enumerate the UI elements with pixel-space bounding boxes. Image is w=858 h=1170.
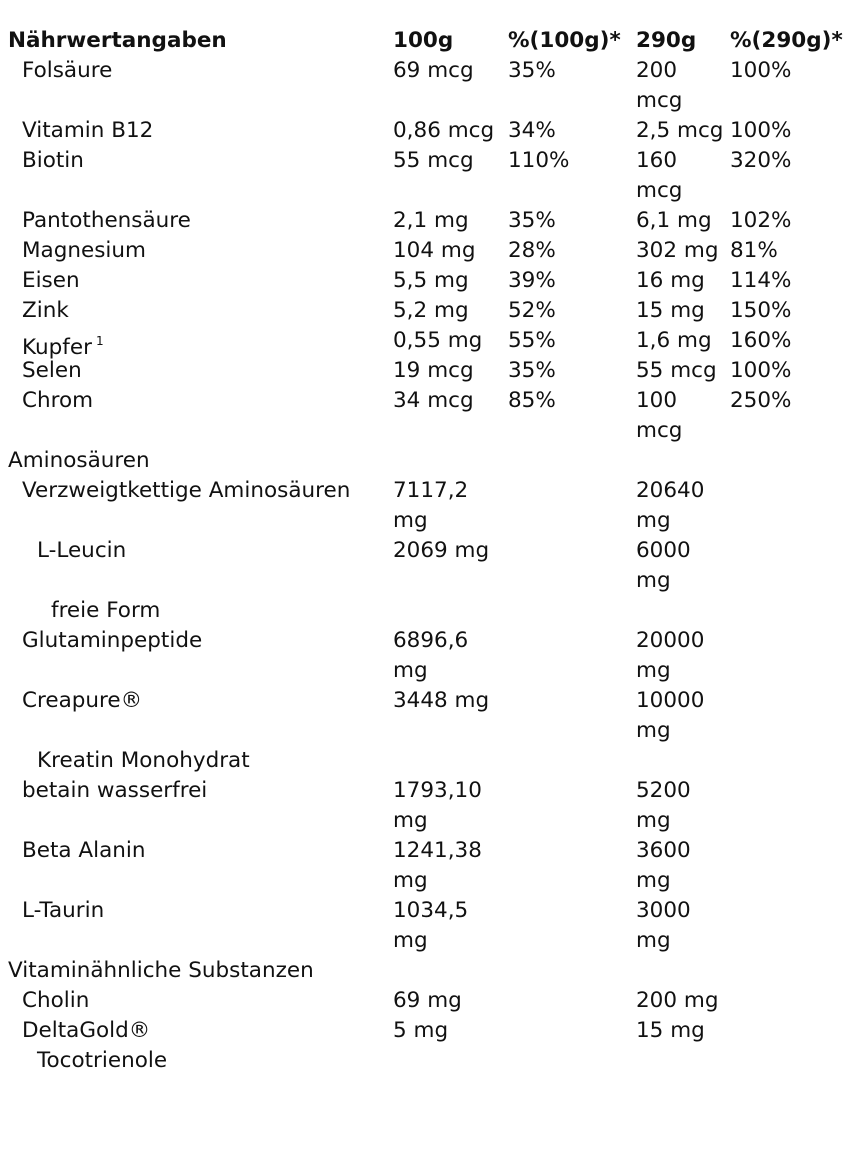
- row-label: [37, 536, 126, 566]
- row-label: [22, 686, 142, 716]
- table-row: [0, 386, 858, 446]
- table-row: [0, 296, 858, 326]
- row-label-text: Kupfer: [22, 335, 92, 360]
- row-label: [22, 626, 202, 656]
- value-100g-cell: 104 mg: [393, 238, 476, 263]
- row-label: [22, 56, 112, 86]
- row-label: [22, 386, 93, 416]
- value-100g-cell: 5 mg: [393, 1018, 449, 1043]
- value-290g-cell: 6000: [636, 538, 691, 563]
- row-label-text: DeltaGold®: [22, 1018, 151, 1043]
- value-290g-cell: 302 mg: [636, 238, 719, 263]
- row-label: [22, 146, 84, 176]
- value-290g-cell: mg: [636, 808, 671, 833]
- pct-100g-cell: 35%: [508, 208, 556, 233]
- table-row: [0, 476, 858, 536]
- value-100g-cell: 1241,38: [393, 838, 482, 863]
- table-row: [0, 596, 858, 626]
- row-label: [37, 1046, 167, 1076]
- value-100g-cell: mg: [393, 808, 428, 833]
- table-row: [0, 626, 858, 686]
- table-row: [0, 356, 858, 386]
- row-label-text: Magnesium: [22, 238, 146, 263]
- pct-290g-cell: 250%: [730, 388, 792, 413]
- value-290g-cell: 100: [636, 388, 678, 413]
- value-100g-cell: 34 mcg: [393, 388, 474, 413]
- row-label: [22, 266, 80, 296]
- row-label: [22, 776, 207, 806]
- row-label-text: Kreatin Monohydrat: [37, 748, 250, 773]
- row-label-text: Chrom: [22, 388, 94, 413]
- pct-290g-cell: 100%: [730, 58, 792, 83]
- row-label: [22, 1016, 150, 1046]
- value-290g-cell: mcg: [636, 178, 683, 203]
- pct-290g-cell: 160%: [730, 328, 792, 353]
- value-100g-cell: 0,86 mcg: [393, 118, 495, 143]
- value-290g-cell: 200 mg: [636, 988, 719, 1013]
- row-label-text: Creapure®: [22, 688, 143, 713]
- pct-290g-cell: 102%: [730, 208, 792, 233]
- value-100g-cell: 1034,5: [393, 898, 469, 923]
- pct-290g-cell: 320%: [730, 148, 792, 173]
- pct-100g-cell: 85%: [508, 388, 556, 413]
- value-100g-cell: mg: [393, 868, 428, 893]
- value-100g-cell: 55 mcg: [393, 148, 474, 173]
- header-row: [0, 26, 858, 56]
- value-290g-cell: mg: [636, 658, 671, 683]
- header-290g: 290g: [636, 28, 697, 53]
- row-label-text: freie Form: [51, 598, 161, 623]
- row-label: [22, 476, 350, 506]
- value-290g-cell: mg: [636, 508, 671, 533]
- pct-290g-cell: 150%: [730, 298, 792, 323]
- table-row: [0, 266, 858, 296]
- row-label-text: Zink: [22, 298, 69, 323]
- row-label: [22, 836, 146, 866]
- row-label: [22, 236, 146, 266]
- value-290g-cell: 1,6 mg: [636, 328, 712, 353]
- row-label-text: Cholin: [22, 988, 90, 1013]
- row-label-text: Eisen: [22, 268, 80, 293]
- value-100g-cell: 5,2 mg: [393, 298, 469, 323]
- value-290g-cell: mg: [636, 868, 671, 893]
- row-label: [22, 116, 153, 146]
- section-heading-row: [0, 956, 858, 986]
- row-label-text: Pantothensäure: [22, 208, 191, 233]
- value-290g-cell: 3600: [636, 838, 691, 863]
- row-label-text: Selen: [22, 358, 82, 383]
- row-label-text: Glutaminpeptide: [22, 628, 203, 653]
- row-label: [22, 896, 104, 926]
- pct-100g-cell: 52%: [508, 298, 556, 323]
- value-290g-cell: 3000: [636, 898, 691, 923]
- table-row: [0, 206, 858, 236]
- row-label-text: Beta Alanin: [22, 838, 146, 863]
- table-row: [0, 56, 858, 116]
- pct-100g-cell: 55%: [508, 328, 556, 353]
- value-100g-cell: 69 mcg: [393, 58, 474, 83]
- value-100g-cell: 3448 mg: [393, 688, 490, 713]
- table-row: [0, 836, 858, 896]
- pct-100g-cell: 35%: [508, 58, 556, 83]
- pct-290g-cell: 81%: [730, 238, 778, 263]
- header-pct-100g: %(100g)*: [508, 28, 621, 53]
- row-label: [22, 356, 82, 386]
- value-290g-cell: mcg: [636, 88, 683, 113]
- value-100g-cell: 0,55 mg: [393, 328, 483, 353]
- footnote-marker: 1: [95, 334, 104, 348]
- table-row: [0, 686, 858, 746]
- value-290g-cell: mg: [636, 928, 671, 953]
- value-100g-cell: 5,5 mg: [393, 268, 469, 293]
- pct-100g-cell: 35%: [508, 358, 556, 383]
- row-label: [22, 206, 191, 236]
- value-100g-cell: 7117,2: [393, 478, 469, 503]
- value-290g-cell: 16 mg: [636, 268, 705, 293]
- row-label-text: Vitaminähnliche Substanzen: [8, 958, 314, 983]
- value-100g-cell: mg: [393, 658, 428, 683]
- value-100g-cell: 2,1 mg: [393, 208, 469, 233]
- row-label-text: Tocotrienole: [37, 1048, 168, 1073]
- table-row: [0, 116, 858, 146]
- row-label-text: betain wasserfrei: [22, 778, 208, 803]
- value-290g-cell: 55 mcg: [636, 358, 717, 383]
- value-100g-cell: 19 mcg: [393, 358, 474, 383]
- value-100g-cell: 69 mg: [393, 988, 462, 1013]
- value-290g-cell: 15 mg: [636, 298, 705, 323]
- pct-290g-cell: 100%: [730, 358, 792, 383]
- row-label-text: Folsäure: [22, 58, 113, 83]
- section-label: [8, 956, 314, 986]
- table-row: [0, 146, 858, 206]
- value-290g-cell: mg: [636, 568, 671, 593]
- value-290g-cell: mg: [636, 718, 671, 743]
- row-label: [51, 596, 160, 626]
- header-100g: 100g: [393, 28, 454, 53]
- row-label: [37, 746, 250, 776]
- value-100g-cell: 1793,10: [393, 778, 482, 803]
- value-290g-cell: 200: [636, 58, 678, 83]
- value-290g-cell: 6,1 mg: [636, 208, 712, 233]
- value-290g-cell: 20000: [636, 628, 705, 653]
- table-row: [0, 326, 858, 360]
- pct-290g-cell: 114%: [730, 268, 792, 293]
- pct-290g-cell: 100%: [730, 118, 792, 143]
- pct-100g-cell: 39%: [508, 268, 556, 293]
- value-290g-cell: 2,5 mcg: [636, 118, 724, 143]
- row-label-text: Vitamin B12: [22, 118, 154, 143]
- row-label-text: Verzweigtkettige Aminosäuren: [22, 478, 351, 503]
- row-label-text: L-Leucin: [37, 538, 127, 563]
- row-label-text: Aminosäuren: [8, 448, 150, 473]
- pct-100g-cell: 110%: [508, 148, 570, 173]
- pct-100g-cell: 28%: [508, 238, 556, 263]
- section-heading-row: [0, 446, 858, 476]
- pct-100g-cell: 34%: [508, 118, 556, 143]
- row-label: [22, 296, 69, 326]
- value-100g-cell: mg: [393, 508, 428, 533]
- value-290g-cell: 160: [636, 148, 678, 173]
- table-row: [0, 1046, 858, 1076]
- value-100g-cell: 6896,6: [393, 628, 469, 653]
- table-row: [0, 986, 858, 1016]
- value-100g-cell: 2069 mg: [393, 538, 490, 563]
- row-label: [22, 986, 89, 1016]
- row-label-text: Biotin: [22, 148, 84, 173]
- value-290g-cell: mcg: [636, 418, 683, 443]
- row-label-text: L-Taurin: [22, 898, 105, 923]
- table-row: [0, 776, 858, 836]
- value-290g-cell: 10000: [636, 688, 705, 713]
- table-row: [0, 746, 858, 776]
- value-290g-cell: 15 mg: [636, 1018, 705, 1043]
- table-row: [0, 236, 858, 266]
- value-100g-cell: mg: [393, 928, 428, 953]
- header-pct-290g: %(290g)*: [730, 28, 843, 53]
- table-row: [0, 1016, 858, 1046]
- value-290g-cell: 20640: [636, 478, 705, 503]
- section-label: [8, 446, 150, 476]
- header-label: Nährwertangaben: [8, 28, 227, 53]
- table-row: [0, 896, 858, 956]
- value-290g-cell: 5200: [636, 778, 691, 803]
- table-row: [0, 536, 858, 596]
- table-body: [0, 56, 858, 1076]
